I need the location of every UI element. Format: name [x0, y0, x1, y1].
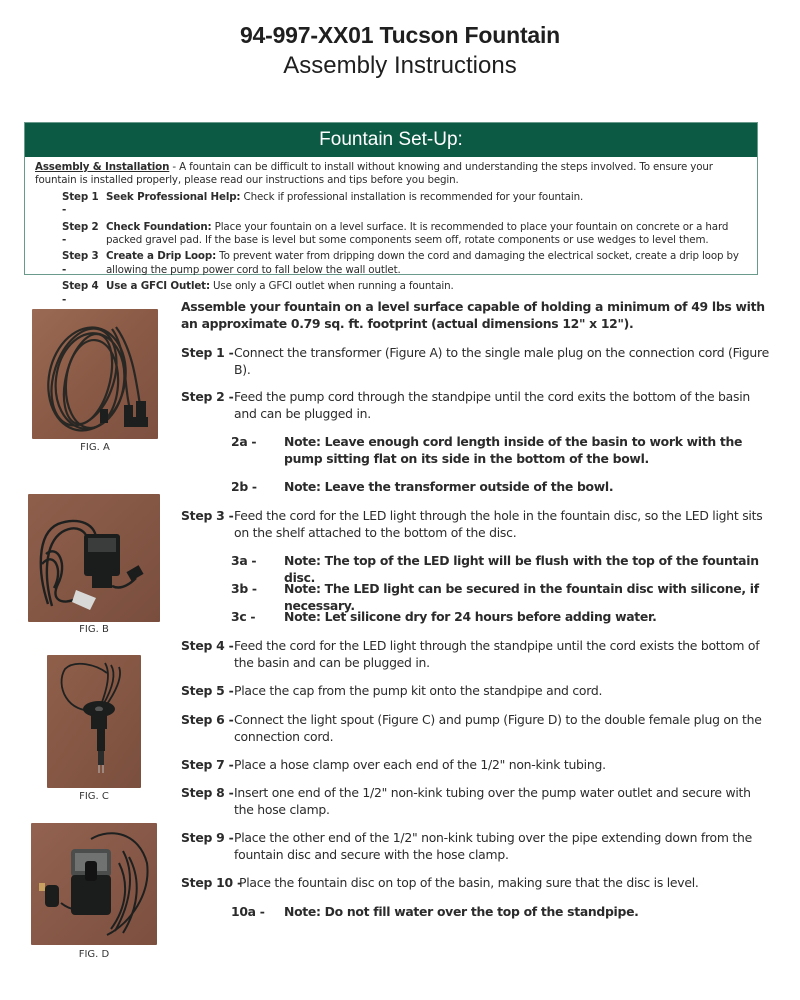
step-text: Connect the transformer (Figure A) to the single male plug on the connection cord (Figure B).	[234, 345, 769, 377]
step-label: Step 5 -	[181, 683, 234, 698]
note-text: Note: The top of the LED light will be flush with the top of the fountain disc.	[284, 553, 759, 585]
figure-caption: FIG. B	[79, 624, 109, 635]
note-label: 10a -	[231, 904, 265, 919]
transformer-photo	[28, 494, 160, 622]
note-label: 2a -	[231, 434, 257, 449]
note-label: 3b -	[231, 581, 257, 596]
setup-intro-text: - A fountain can be difficult to install without knowing and understanding the steps involved. To ensure your fountain is installed properly, please read our instructions and tips before you begin.	[35, 161, 713, 187]
setup-step-label: Step 4 -	[62, 280, 99, 306]
step-text: Feed the cord for the LED light through the hole in the fountain disc, so the LED light sits on the shelf attached to the bottom of the disc.	[234, 508, 763, 540]
instruction-step	[181, 830, 769, 863]
step-text: Place a hose clamp over each end of the 1/2" non-kink tubing.	[234, 757, 606, 772]
pump-photo	[31, 823, 157, 945]
step-text: Feed the pump cord through the standpipe until the cord exits the bottom of the basin and can be plugged in.	[234, 389, 750, 421]
connection-cord-photo	[32, 309, 158, 439]
step-label: Step 2 -	[181, 389, 234, 404]
setup-step-label: Step 3 -	[62, 250, 99, 276]
instruction-step	[181, 875, 774, 892]
step-label: Step 10 -	[181, 875, 242, 890]
step-label: Step 3 -	[181, 508, 234, 523]
figure-b	[28, 494, 160, 640]
setup-step	[35, 191, 747, 218]
setup-step	[35, 250, 747, 277]
setup-step-text: Use only a GFCI outlet when running a fountain.	[209, 280, 454, 293]
step-label: Step 4 -	[181, 638, 234, 653]
light-spout-photo	[47, 655, 141, 788]
step-label: Step 8 -	[181, 785, 234, 800]
step-text: Feed the cord for the LED light through the standpipe until the cord exists the bottom of the basin and can be plugged in.	[234, 638, 760, 670]
note-text: Note: Let silicone dry for 24 hours before adding water.	[284, 609, 657, 624]
setup-step-label: Step 1 -	[62, 190, 99, 217]
fountain-setup-box	[24, 122, 758, 306]
step-text: Place the cap from the pump kit onto the standpipe and cord.	[234, 683, 603, 698]
note-text: Note: The LED light can be secured in the fountain disc with silicone, if necessary.	[284, 581, 759, 613]
setup-step-label: Step 2 -	[62, 220, 99, 247]
note-label: 3a -	[231, 553, 257, 568]
instruction-step	[181, 785, 769, 818]
instruction-note	[231, 904, 764, 921]
setup-step	[35, 221, 747, 248]
figure-caption: FIG. A	[80, 442, 110, 453]
note-label: 2b -	[231, 479, 257, 494]
step-label: Step 1 -	[181, 345, 234, 360]
note-text: Note: Leave the transformer outside of the bowl.	[284, 479, 614, 494]
setup-intro	[35, 161, 747, 188]
setup-step-title: Check Foundation:	[106, 220, 212, 233]
instruction-step	[181, 389, 769, 422]
instruction-step	[181, 683, 769, 700]
setup-step-text: To prevent water from dripping down the cord and damaging the electrical socket, create a drip loop by allowing the pump power cord to fall below the wall outlet.	[106, 250, 739, 276]
instruction-note	[231, 479, 764, 496]
step-label: Step 7 -	[181, 757, 234, 772]
setup-step-text: Place your fountain on a level surface. It is recommended to place your fountain on concrete or a hard packed gravel pad. If the base is level but some components seem off, rotate components or use wedges to level them.	[106, 220, 729, 247]
instruction-step	[181, 712, 769, 745]
note-text: Note: Leave enough cord length inside of the basin to work with the pump sitting flat on its side in the bottom of the bowl.	[284, 434, 743, 466]
step-text: Connect the light spout (Figure C) and pump (Figure D) to the double female plug on the connection cord.	[234, 712, 762, 744]
instruction-step	[181, 345, 769, 378]
assembly-requirements-lead: Assemble your fountain on a level surface capable of holding a minimum of 49 lbs with an approximate 0.79 sq. ft. footprint (actual dimensions 12" x 12").	[181, 299, 765, 331]
figure-d	[31, 823, 157, 965]
step-text: Place the other end of the 1/2" non-kink tubing over the pipe extending down from the fountain disc and secure with the hose clamp.	[234, 830, 752, 862]
step-label: Step 6 -	[181, 712, 234, 727]
setup-step-title: Seek Professional Help:	[106, 190, 241, 203]
step-text: Place the fountain disc on top of the basin, making sure that the disc is level.	[239, 875, 699, 890]
step-label: Step 9 -	[181, 830, 234, 845]
setup-step-title: Create a Drip Loop:	[106, 250, 217, 263]
instruction-step	[181, 757, 769, 774]
instruction-note	[231, 609, 764, 626]
note-text: Note: Do not fill water over the top of the standpipe.	[284, 904, 639, 919]
instruction-step	[181, 638, 769, 671]
figure-caption: FIG. C	[79, 791, 109, 802]
instruction-step	[181, 508, 769, 541]
figure-a	[32, 309, 158, 455]
setup-step-text: Check if professional installation is recommended for your fountain.	[240, 190, 584, 203]
assembly-instructions	[181, 299, 771, 919]
note-label: 3c -	[231, 609, 256, 624]
setup-step-title: Use a GFCI Outlet:	[106, 280, 210, 293]
figure-c	[47, 655, 141, 805]
setup-intro-lead: Assembly & Installation	[35, 161, 170, 173]
figure-caption: FIG. D	[78, 949, 110, 960]
instruction-note	[231, 434, 764, 467]
document-title: 94-997-XX01 Tucson Fountain	[239, 22, 561, 48]
setup-heading: Fountain Set-Up:	[25, 123, 757, 157]
document-subtitle: Assembly Instructions	[283, 52, 517, 79]
step-text: Insert one end of the 1/2" non-kink tubing over the pump water outlet and secure with the hose clamp.	[234, 785, 751, 817]
setup-body	[25, 157, 757, 307]
